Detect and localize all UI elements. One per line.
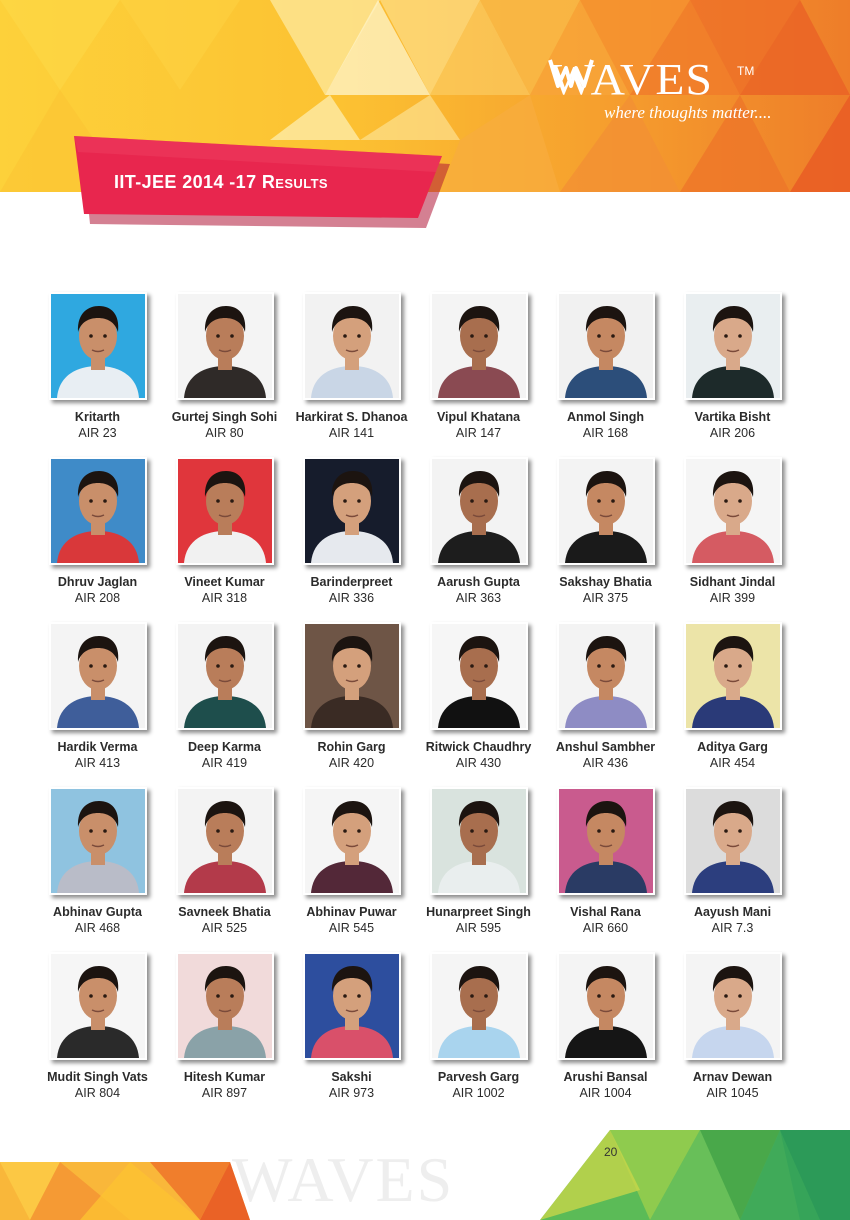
student-rank: AIR 897 — [201, 1086, 248, 1100]
student-photo — [557, 457, 655, 565]
student-photo — [303, 292, 401, 400]
waves-logo — [548, 55, 808, 128]
student-photo — [684, 952, 782, 1060]
student-name: Sakshi — [331, 1070, 372, 1084]
student-card — [161, 292, 288, 457]
student-card — [288, 457, 415, 622]
student-photo — [430, 787, 528, 895]
student-rank: AIR 973 — [328, 1086, 375, 1100]
student-rank: AIR 80 — [205, 426, 244, 440]
student-photo — [176, 787, 274, 895]
student-rank: AIR 430 — [455, 756, 502, 770]
student-rank: AIR 454 — [709, 756, 756, 770]
student-name: Vartika Bisht — [694, 410, 771, 424]
student-rank: AIR 468 — [74, 921, 121, 935]
student-card — [415, 952, 542, 1117]
student-name: Dhruv Jaglan — [57, 575, 138, 589]
student-card — [161, 787, 288, 952]
page-title: IIT-JEE 2014 -17 Results — [114, 172, 328, 192]
student-card — [542, 292, 669, 457]
watermark-logo: WAVES — [232, 1144, 455, 1215]
student-photo — [557, 952, 655, 1060]
student-card — [415, 292, 542, 457]
student-name: Hunarpreet Singh — [426, 905, 531, 919]
student-name: Parvesh Garg — [437, 1070, 520, 1084]
student-photo — [430, 622, 528, 730]
student-name: Sidhant Jindal — [689, 575, 776, 589]
student-rank: AIR 147 — [455, 426, 502, 440]
student-name: Abhinav Gupta — [53, 905, 142, 919]
student-photo — [684, 622, 782, 730]
student-rank: AIR 436 — [582, 756, 629, 770]
student-rank: AIR 375 — [582, 591, 629, 605]
student-rank: AIR 7.3 — [711, 921, 754, 935]
student-photo — [430, 457, 528, 565]
student-name: Arushi Bansal — [563, 1070, 648, 1084]
student-rank: AIR 141 — [328, 426, 375, 440]
student-name: Ritwick Chaudhry — [425, 740, 532, 754]
student-name: Mudit Singh Vats — [47, 1070, 148, 1084]
student-photo — [49, 292, 147, 400]
logo-tagline: where thoughts matter.... — [604, 103, 772, 122]
student-rank: AIR 804 — [74, 1086, 121, 1100]
student-card — [415, 622, 542, 787]
student-name: Hardik Verma — [57, 740, 138, 754]
student-name: Barinderpreet — [310, 575, 393, 589]
student-rank: AIR 419 — [201, 756, 248, 770]
student-card — [542, 457, 669, 622]
student-rank: AIR 208 — [74, 591, 121, 605]
student-name: Abhinav Puwar — [306, 905, 397, 919]
student-photo — [430, 952, 528, 1060]
student-card — [34, 292, 161, 457]
student-photo — [303, 787, 401, 895]
student-rank: AIR 399 — [709, 591, 756, 605]
student-photo — [176, 952, 274, 1060]
results-grid — [34, 292, 814, 1117]
student-name: Vishal Rana — [570, 905, 641, 919]
student-name: Aditya Garg — [697, 740, 768, 754]
student-rank: AIR 413 — [74, 756, 121, 770]
student-card — [669, 622, 796, 787]
student-name: Gurtej Singh Sohi — [171, 410, 278, 424]
student-card — [161, 457, 288, 622]
student-photo — [303, 622, 401, 730]
student-rank: AIR 595 — [455, 921, 502, 935]
student-card — [669, 952, 796, 1117]
student-rank: AIR 168 — [582, 426, 629, 440]
student-name: Anmol Singh — [566, 410, 645, 424]
student-photo — [557, 622, 655, 730]
student-photo — [176, 622, 274, 730]
student-card — [34, 622, 161, 787]
student-card — [669, 457, 796, 622]
student-card — [542, 622, 669, 787]
student-name: Deep Karma — [188, 740, 261, 754]
student-photo — [176, 292, 274, 400]
student-rank: AIR 1045 — [706, 1086, 759, 1100]
student-card — [288, 787, 415, 952]
student-name: Aayush Mani — [693, 905, 772, 919]
student-rank: AIR 1002 — [452, 1086, 505, 1100]
student-photo — [430, 292, 528, 400]
student-card — [288, 952, 415, 1117]
student-card — [161, 952, 288, 1117]
student-card — [415, 787, 542, 952]
student-name: Sakshay Bhatia — [559, 575, 652, 589]
student-photo — [49, 622, 147, 730]
student-rank: AIR 206 — [709, 426, 756, 440]
student-photo — [684, 457, 782, 565]
student-photo — [49, 457, 147, 565]
student-name: Arnav Dewan — [692, 1070, 773, 1084]
student-card — [669, 292, 796, 457]
student-card — [542, 952, 669, 1117]
student-card — [542, 787, 669, 952]
student-rank: AIR 318 — [201, 591, 248, 605]
student-name: Aarush Gupta — [437, 575, 520, 589]
trademark-symbol: TM — [737, 64, 755, 78]
student-rank: AIR 363 — [455, 591, 502, 605]
student-photo — [684, 292, 782, 400]
student-name: Vineet Kumar — [184, 575, 265, 589]
student-rank: AIR 1004 — [579, 1086, 632, 1100]
student-card — [288, 622, 415, 787]
student-photo — [49, 787, 147, 895]
student-name: Kritarth — [74, 410, 121, 424]
student-card — [34, 457, 161, 622]
student-photo — [684, 787, 782, 895]
student-card — [415, 457, 542, 622]
student-card — [34, 952, 161, 1117]
student-rank: AIR 23 — [78, 426, 117, 440]
student-photo — [557, 787, 655, 895]
student-name: Harkirat S. Dhanoa — [295, 410, 408, 424]
student-card — [669, 787, 796, 952]
student-card — [288, 292, 415, 457]
student-photo — [49, 952, 147, 1060]
student-photo — [557, 292, 655, 400]
student-rank: AIR 525 — [201, 921, 248, 935]
student-rank: AIR 660 — [582, 921, 629, 935]
student-name: Savneek Bhatia — [178, 905, 271, 919]
student-name: Rohin Garg — [317, 740, 386, 754]
student-card — [34, 787, 161, 952]
student-name: Vipul Khatana — [436, 410, 521, 424]
logo-wordmark: WAVES — [550, 55, 713, 104]
page-number: 20 — [604, 1145, 618, 1159]
student-photo — [303, 952, 401, 1060]
student-rank: AIR 420 — [328, 756, 375, 770]
student-name: Anshul Sambher — [555, 740, 656, 754]
student-photo — [176, 457, 274, 565]
student-photo — [303, 457, 401, 565]
student-name: Hitesh Kumar — [183, 1070, 266, 1084]
student-rank: AIR 545 — [328, 921, 375, 935]
student-rank: AIR 336 — [328, 591, 375, 605]
student-card — [161, 622, 288, 787]
waves-logo-icon — [548, 58, 594, 88]
